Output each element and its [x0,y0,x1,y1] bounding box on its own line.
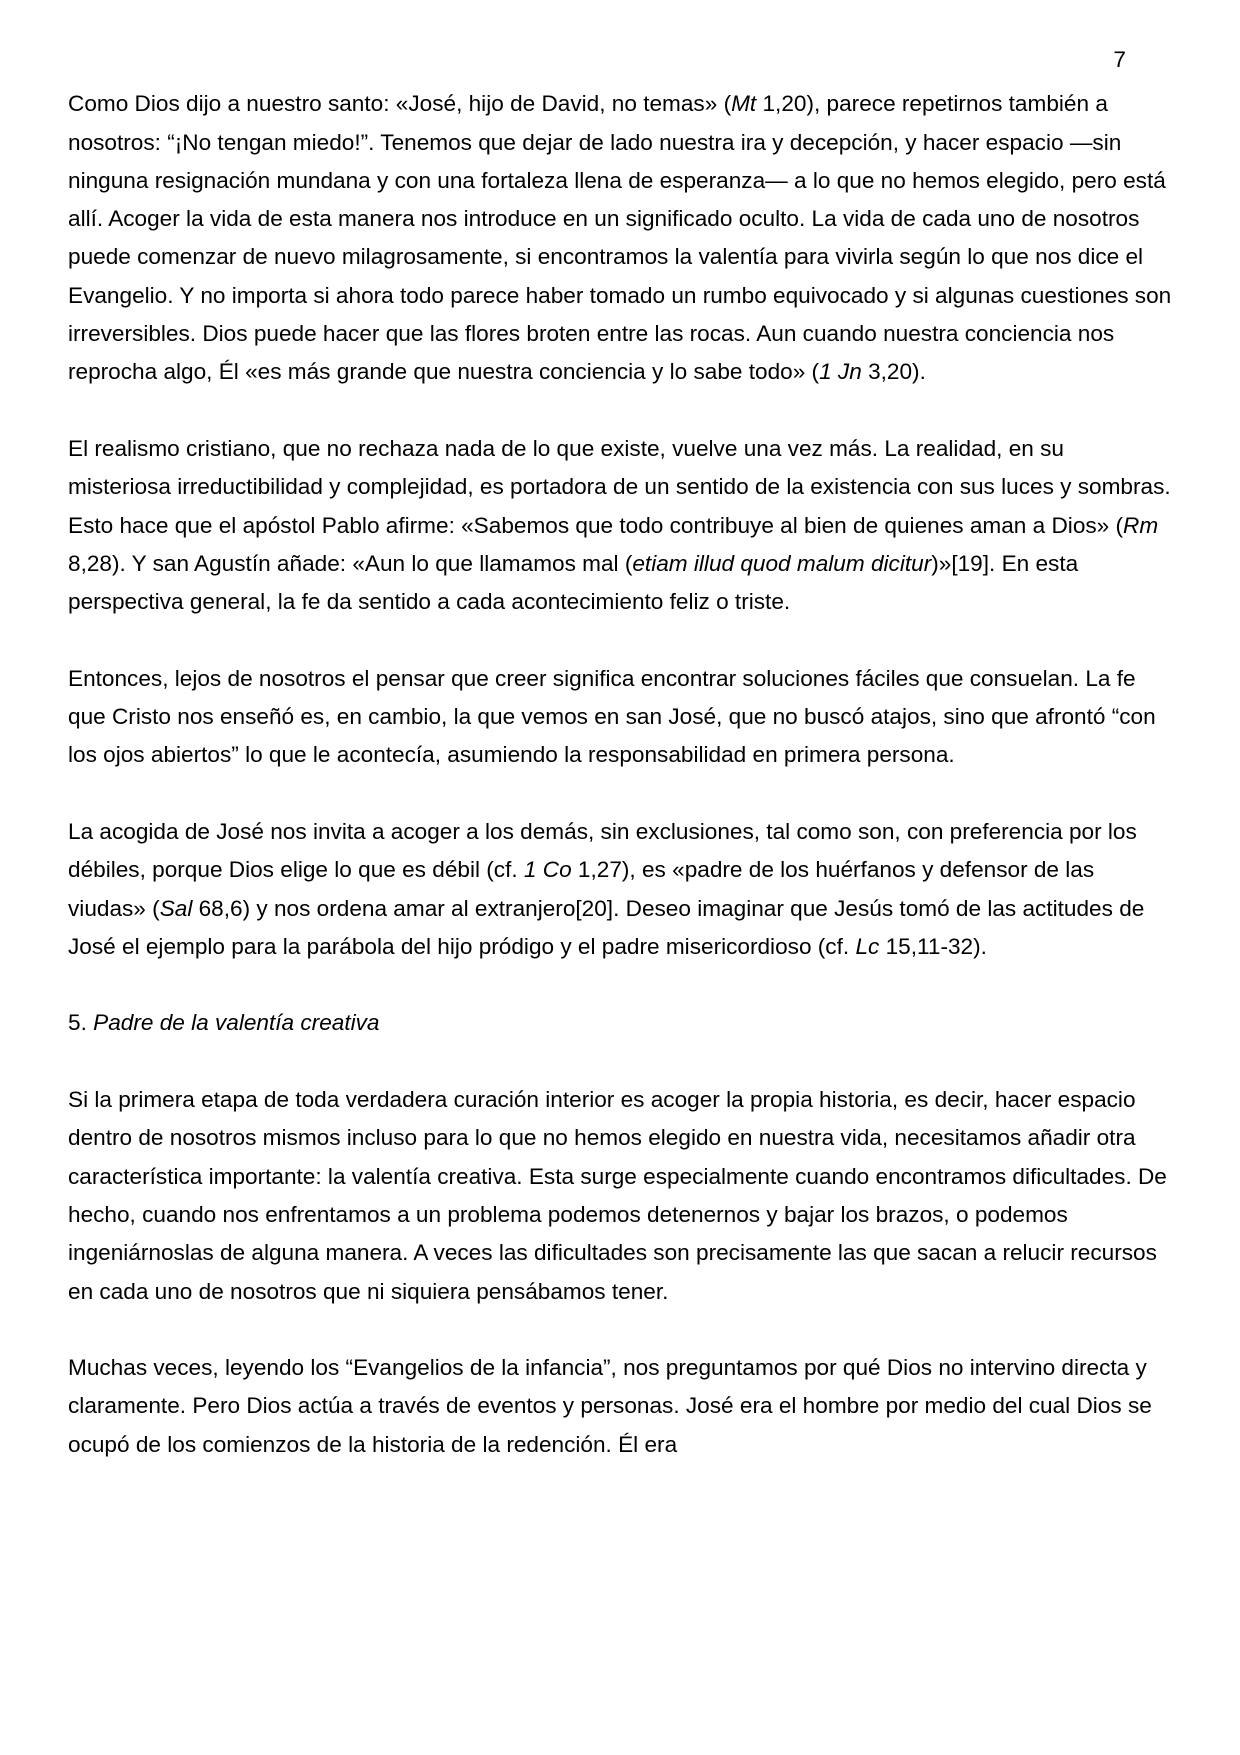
italic-run: Mt [731,91,757,117]
page-header [68,41,1172,79]
text-run: 1,27), es «padre de los huérfanos y defensor de las viudas» ( [68,857,1095,921]
italic-run: 1 Jn [819,359,862,385]
italic-run: 1 Co [523,857,572,883]
text-run: Si la primera etapa de toda verdadera curación interior es acoger la propia historia, es decir, hacer espacio dentro de nosotros mismos incluso para lo que no hemos elegido en nuestra vida, necesitamos añadir otra característica importante: la valentía creativa. Esta surge especialmente cuando encontramos dificultades. De hecho, cuando nos enfrentamos a un problema podemos detenernos y bajar los brazos, o podemos ingeniárnoslas de alguna manera. A veces las dificultades son precisamente las que sacan a relucir recursos en cada uno de nosotros que ni siquiera pensábamos tener. [68,1087,1167,1304]
text-run: 8,28). Y san Agustín añade: «Aun lo que llamamos mal ( [68,550,633,576]
paragraph [68,430,1172,621]
paragraph [68,1349,1172,1464]
text-run: 5. [68,1010,94,1036]
italic-run: Lc [855,933,880,959]
text-run: Como Dios dijo a nuestro santo: «José, hijo de David, no temas» ( [68,91,732,117]
paragraph [68,1081,1172,1311]
page-number: 7 [1113,47,1126,72]
text-run: La acogida de José nos invita a acoger a los demás, sin exclusiones, tal como son, con preferencia por los débiles, porque Dios elige lo que es débil (cf. [68,818,1137,883]
italic-run: etiam illud quod malum dicitur [632,550,932,576]
text-run: Entonces, lejos de nosotros el pensar que creer significa encontrar soluciones fáciles que consuelan. La fe que Cristo nos enseñó es, en cambio, la que vemos en san José, que no buscó atajos, sino que afrontó “con los ojos abiertos” lo que le acontecía, asumiendo la responsabilidad en primera persona. [68,665,1156,768]
text-run: 1,20), parece repetirnos también a nosotros: “¡No tengan miedo!”. Tenemos que dejar de lado nuestra ira y decepción, y hacer espacio —sin ninguna resignación mundana y con una fortaleza llena de esperanza— a lo que no hemos elegido, pero está allí. Acoger la vida de esta manera nos introduce en un significado oculto. La vida de cada uno de nosotros puede comenzar de nuevo milagrosamente, si encontramos la valentía para vivirla según lo que nos dice el Evangelio. Y no importa si ahora todo parece haber tomado un rumbo equivocado y si algunas cuestiones son irreversibles. Dios puede hacer que las flores broten entre las rocas. Aun cuando nuestra conciencia nos reprocha algo, Él «es más grande que nuestra conciencia y lo sabe todo» ( [68,91,1172,385]
italic-run: Sal [159,895,193,921]
text-run: El realismo cristiano, que no rechaza nada de lo que existe, vuelve una vez más. La realidad, en su misteriosa irreductibilidad y complejidad, es portadora de un sentido de la existencia con sus luces y sombras. Esto hace que el apóstol Pablo afirme: «Sabemos que todo contribuye al bien de quienes aman a Dios» ( [68,435,1171,538]
text-run: )»[19]. En esta perspectiva general, la fe da sentido a cada acontecimiento feliz o triste. [68,550,1079,615]
text-run: 68,6) y nos ordena amar al extranjero[20]. Deseo imaginar que Jesús tomó de las actitudes de José el ejemplo para la parábola del hijo pródigo y el padre misericordioso (cf. [68,895,1145,959]
section-heading [68,1004,1172,1042]
text-run: Muchas veces, leyendo los “Evangelios de la infancia”, nos preguntamos por qué Dios no intervino directa y claramente. Pero Dios actúa a través de eventos y personas. José era el hombre por medio del cual Dios se ocupó de los comienzos de la historia de la redención. Él era [68,1355,1152,1457]
italic-run: Rm [1123,512,1159,538]
paragraph [68,85,1172,391]
text-run: 3,20). [861,359,926,385]
paragraph [68,813,1172,966]
italic-run: Padre de la valentía creativa [93,1010,380,1036]
paragraph [68,660,1172,775]
document-body [68,85,1172,1464]
text-run: 15,11-32). [879,933,987,959]
